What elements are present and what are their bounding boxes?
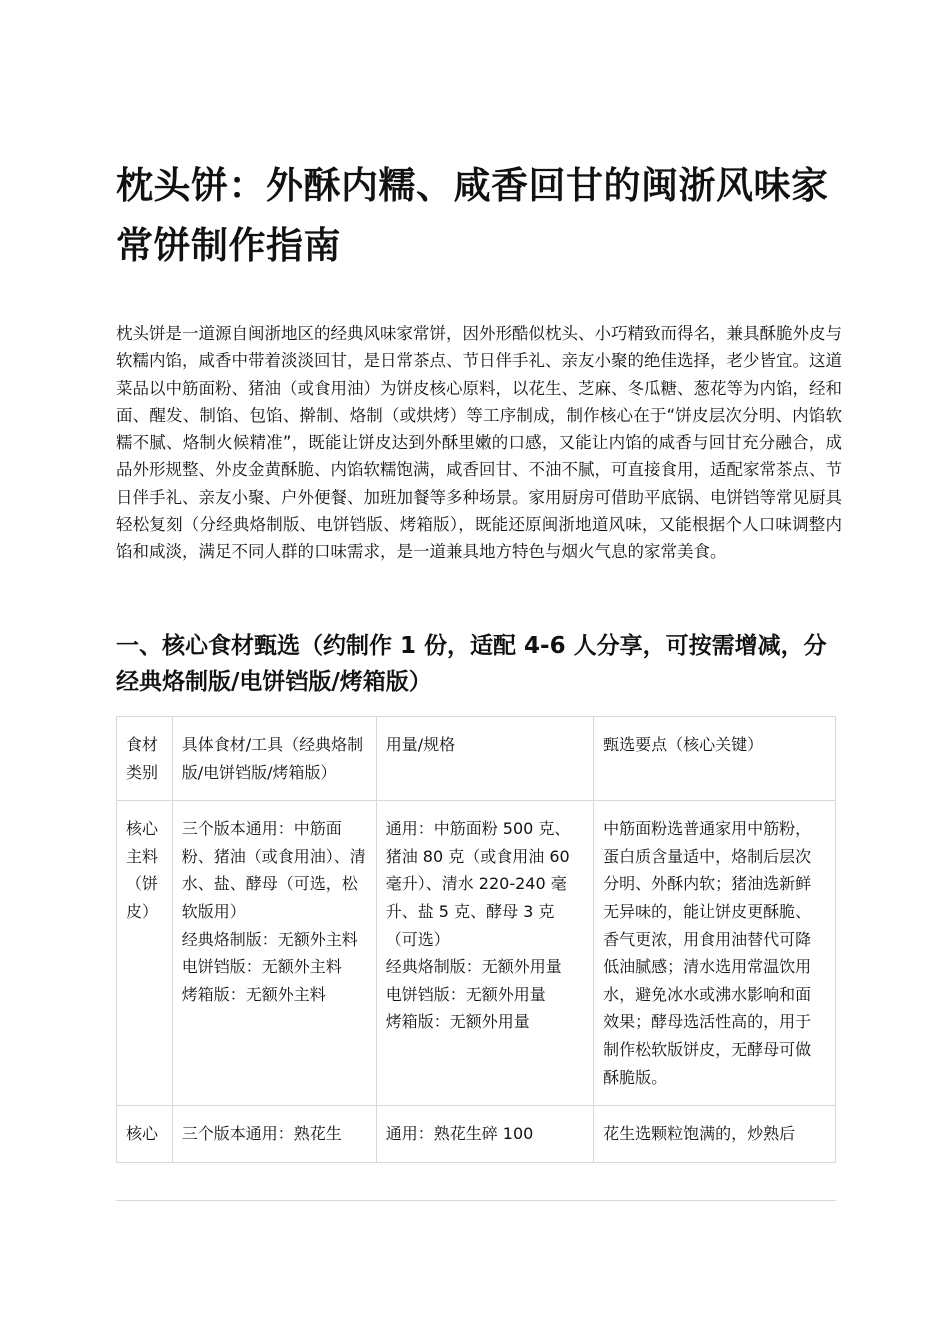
table-row xyxy=(117,1106,836,1163)
amount-line: 经典烙制版：无额外用量 xyxy=(385,957,562,977)
row-notes: 中筋面粉选普通家用中筋粉，蛋白质含量适中，烙制后层次分明、外酥内软；猪油选新鲜无异味的，能让饼皮更酥脆、香气更浓，用食用油替代可降低油腻感；清水选用常温饮用水，避免冰水或沸水影响和面效果；酵母选活性高的，用于制作松软版饼皮，无酵母可做酥脆版。 xyxy=(594,801,836,1106)
row-notes: 花生选颗粒饱满的，炒熟后 xyxy=(594,1106,836,1163)
row-amounts xyxy=(376,1106,593,1163)
header-cell-notes: 甄选要点（核心关键） xyxy=(594,717,836,801)
header-cell-items: 具体食材/工具（经典烙制版/电饼铛版/烤箱版） xyxy=(172,717,376,801)
header-cell-category: 食材类别 xyxy=(117,717,173,801)
item-line: 烤箱版：无额外主料 xyxy=(181,984,326,1004)
ingredients-table-container xyxy=(116,716,836,1201)
table-header-row xyxy=(117,717,836,801)
row-items xyxy=(172,801,376,1106)
amount-line: 通用：熟花生碎 100 xyxy=(385,1124,534,1144)
row-amounts xyxy=(376,801,593,1106)
amount-line: 通用：中筋面粉 500 克、猪油 80 克（或食用油 60 毫升）、清水 220-240 毫升、盐 5 克、酵母 3 克（可选） xyxy=(385,819,571,949)
item-line: 三个版本通用：熟花生 xyxy=(181,1124,342,1144)
section-heading-ingredients: 一、核心食材甄选（约制作 1 份，适配 4-6 人分享，可按需增减，分经典烙制版/电饼铛版/烤箱版） xyxy=(116,633,827,695)
row-category: 核心主料（饼皮） xyxy=(117,801,173,1106)
header-cell-amount: 用量/规格 xyxy=(376,717,593,801)
item-line: 经典烙制版：无额外主料 xyxy=(181,929,358,949)
item-line: 三个版本通用：中筋面粉、猪油（或食用油）、清水、盐、酵母（可选，松软版用） xyxy=(181,819,366,921)
table-row xyxy=(117,801,836,1106)
amount-line: 烤箱版：无额外用量 xyxy=(385,1012,530,1032)
ingredients-table xyxy=(116,716,836,1163)
row-items xyxy=(172,1106,376,1163)
row-category: 核心 xyxy=(117,1106,173,1163)
intro-paragraph: 枕头饼是一道源自闽浙地区的经典风味家常饼，因外形酷似枕头、小巧精致而得名，兼具酥脆外皮与软糯内馅，咸香中带着淡淡回甘，是日常茶点、节日伴手礼、亲友小聚的绝佳选择，老少皆宜。这道菜品以中筋面粉、猪油（或食用油）为饼皮核心原料，以花生、芝麻、冬瓜糖、葱花等为内馅，经和面、醒发、制馅、包馅、擀制、烙制（或烘烤）等工序制成，制作核心在于“饼皮层次分明、内馅软糯不腻、烙制火候精准”，既能让饼皮达到外酥里嫩的口感，又能让内馅的咸香与回甘充分融合，成品外形规整、外皮金黄酥脆、内馅软糯饱满，咸香回甘、不油不腻，可直接食用，适配家常茶点、节日伴手礼、亲友小聚、户外便餐、加班加餐等多种场景。家用厨房可借助平底锅、电饼铛等常见厨具轻松复刻（分经典烙制版、电饼铛版、烤箱版），既能还原闽浙地道风味，又能根据个人口味调整内馅和咸淡，满足不同人群的口味需求，是一道兼具地方特色与烟火气息的家常美食。 xyxy=(116,324,842,562)
document-title: 枕头饼：外酥内糯、咸香回甘的闽浙风味家常饼制作指南 xyxy=(116,164,829,267)
item-line: 电饼铛版：无额外主料 xyxy=(181,957,342,977)
amount-line: 电饼铛版：无额外用量 xyxy=(385,984,546,1004)
